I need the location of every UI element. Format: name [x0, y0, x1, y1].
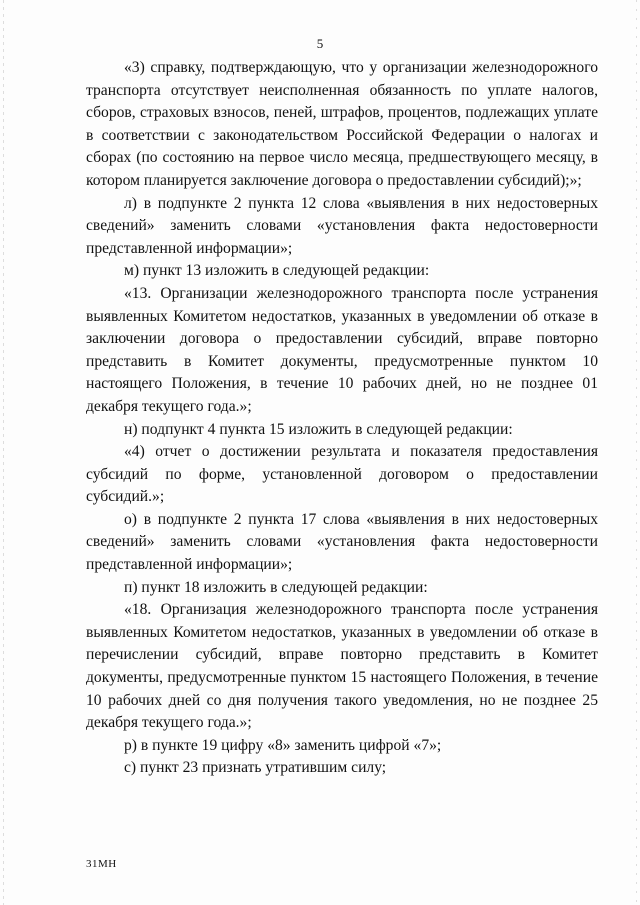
body-text	[86, 57, 598, 780]
paragraph-amendment-n: н) подпункт 4 пункта 15 изложить в следующей редакции:	[124, 420, 513, 438]
page-number: 5	[316, 36, 324, 51]
paragraph-amendment-s: с) пункт 23 признать утратившим силу;	[124, 759, 387, 777]
paragraph-amendment-o: о) в подпункте 2 пункта 17 слова «выявления в них недостоверных сведений» заменить словами «установления факта недостоверности представленной информации»;	[86, 510, 598, 574]
paragraph-item-4-report: «4) отчет о достижении результата и показателя предоставления субсидий по форме, установленной договором о предоставлении субсидий.»;	[86, 443, 598, 506]
paragraph-amendment-l: л) в подпункте 2 пункта 12 слова «выявления в них недостоверных сведений» заменить словами «установления факта недостоверности представленной информации»;	[86, 194, 598, 257]
paragraph-point-18: «18. Организация железнодорожного транспорта после устранения выявленных Комитетом недостатков, указанных в уведомлении об отказе в перечислении субсидий, вправе повторно представить в Комитет документы, предусмотренные пунктом 15 настоящего Положения, в течение 10 рабочих дней со дня получения такого уведомления, но не позднее 25 декабря текущего года.»;	[86, 601, 598, 732]
paragraph-point-13: «13. Организации железнодорожного транспорта после устранения выявленных Комитетом недостатков, указанных в уведомлении об отказе в заключении договора о предоставлении субсидий, вправе повторно представить в Комитет документы, предусмотренные пунктом 10 настоящего Положения, в течение 10 рабочих дней, но не позднее 01 декабря текущего года.»;	[86, 284, 598, 415]
paragraph-amendment-r: р) в пункте 19 цифру «8» заменить цифрой «7»;	[124, 736, 442, 754]
scan-edge-left	[3, 0, 4, 905]
scan-edge-right	[636, 0, 637, 905]
paragraph-amendment-p: п) пункт 18 изложить в следующей редакции:	[124, 578, 428, 596]
paragraph-item-3-certificate: «3) справку, подтверждающую, что у организации железнодорожного транспорта отсутствует неисполненная обязанность по уплате налогов, сборов, страховых взносов, пеней, штрафов, процентов, подлежащих уплате в соответствии с законодательством Российской Федерации о налогах и сборах (по состоянию на первое число месяца, предшествующего месяцу, в котором планируется заключение договора о предоставлении субсидий);»;	[86, 59, 598, 189]
footer-document-code: 31МН	[86, 858, 117, 870]
paragraph-amendment-m: м) пункт 13 изложить в следующей редакции:	[124, 262, 430, 280]
